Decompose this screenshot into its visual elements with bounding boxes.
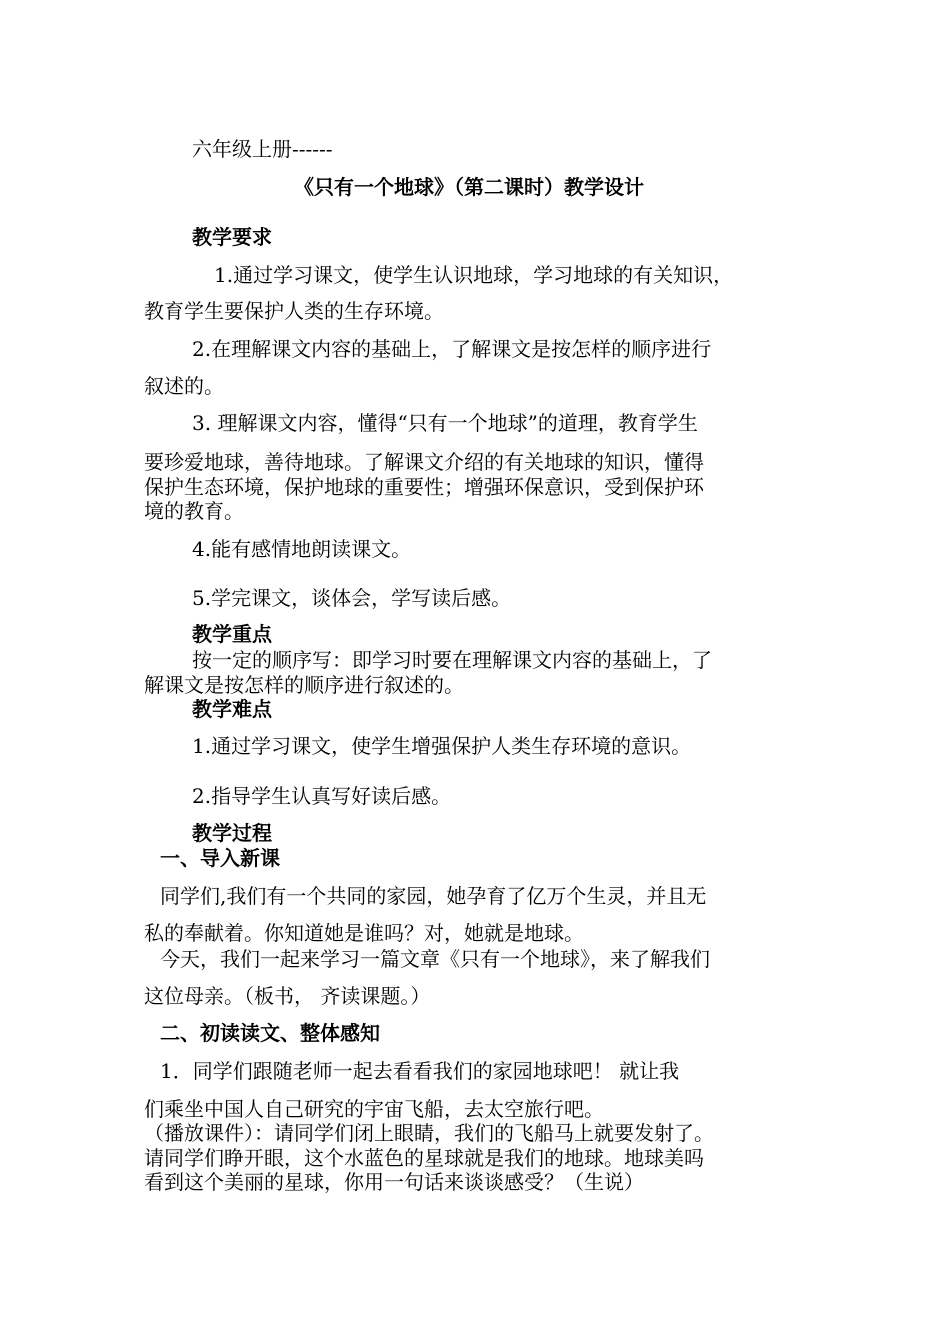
difficulty-line: 1.通过学习课文，使学生增强保护人类生存环境的意识。 [192,734,692,758]
requirement-line: 保护生态环境，保护地球的重要性；增强环保意识，受到保护环 [144,475,704,499]
reading-line: 看到这个美丽的星球，你用一句话来谈谈感受？（生说） [144,1170,644,1194]
key-point-line: 按一定的顺序写：即学习时要在理解课文内容的基础上，了 [192,648,712,672]
key-points-heading: 教学重点 [192,622,272,646]
requirement-line: 教育学生要保护人类的生存环境。 [144,299,444,323]
requirement-line: 叙述的。 [144,374,224,398]
requirement-line: 2.在理解课文内容的基础上，了解课文是按怎样的顺序进行 [192,337,712,361]
process-heading: 教学过程 [192,821,272,845]
reading-line: 1．同学们跟随老师一起去看看我们的家园地球吧！ 就让我 [160,1059,680,1083]
section-heading-intro: 一、导入新课 [160,846,280,870]
requirement-line: 要珍爱地球，善待地球。了解课文介绍的有关地球的知识，懂得 [144,450,704,474]
requirement-line: 境的教育。 [144,499,244,523]
requirement-line: 4.能有感情地朗读课文。 [192,537,412,561]
requirements-heading: 教学要求 [192,225,272,249]
requirement-line: 5.学完课文，谈体会，学写读后感。 [192,586,512,610]
difficulties-heading: 教学难点 [192,697,272,721]
intro-line: 这位母亲。（板书， 齐读课题。） [144,984,431,1008]
intro-line: 私的奉献着。你知道她是谁吗？对，她就是地球。 [144,921,584,945]
intro-line: 同学们,我们有一个共同的家园，她孕育了亿万个生灵，并且无 [160,884,707,908]
reading-line: 们乘坐中国人自己研究的宇宙飞船，去太空旅行吧。 [144,1097,604,1121]
requirement-line: 3. 理解课文内容，懂得“只有一个地球”的道理，教育学生 [192,411,698,435]
reading-line: （播放课件）：请同学们闭上眼睛，我们的飞船马上就要发射了。 [144,1121,714,1145]
difficulty-line: 2.指导学生认真写好读后感。 [192,784,452,808]
intro-line: 今天，我们一起来学习一篇文章《只有一个地球》，来了解我们 [160,947,710,971]
reading-line: 请同学们睁开眼，这个水蓝色的星球就是我们的地球。地球美吗 [144,1146,704,1170]
key-point-line: 解课文是按怎样的顺序进行叙述的。 [144,673,464,697]
grade-label: 六年级上册------ [192,137,333,161]
document-title: 《只有一个地球》（第二课时）教学设计 [294,175,644,199]
section-heading-reading: 二、初读读文、整体感知 [160,1021,380,1045]
requirement-line: 1.通过学习课文，使学生认识地球，学习地球的有关知识， [214,263,734,287]
